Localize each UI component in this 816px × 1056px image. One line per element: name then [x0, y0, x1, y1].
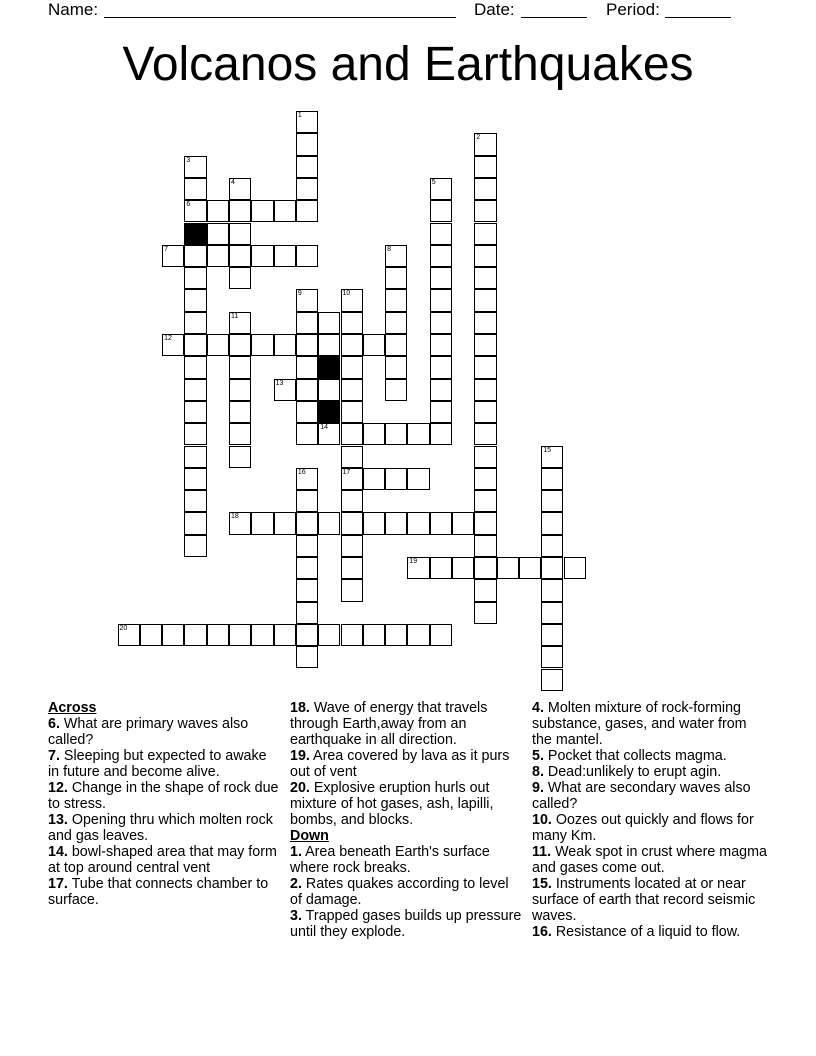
grid-cell[interactable]	[184, 446, 206, 468]
grid-cell[interactable]	[251, 512, 273, 534]
clue-number: 1	[297, 112, 302, 119]
grid-cell[interactable]	[341, 624, 363, 646]
grid-cell[interactable]	[184, 289, 206, 311]
grid-cell[interactable]	[229, 312, 251, 334]
across-heading: Across	[48, 700, 97, 716]
clue-item	[532, 700, 768, 748]
grid-cell[interactable]	[229, 423, 251, 445]
clue-item-text: What are primary waves also called?	[48, 716, 249, 748]
clue-item	[48, 716, 280, 748]
clue-item-number: 17.	[48, 876, 68, 892]
grid-cell[interactable]	[162, 334, 184, 356]
grid-cell[interactable]	[474, 289, 496, 311]
grid-cell[interactable]	[318, 624, 340, 646]
grid-cell[interactable]	[207, 200, 229, 222]
grid-cell[interactable]	[541, 646, 563, 668]
period-label: Period:	[606, 0, 660, 19]
clue-item-number: 14.	[48, 844, 68, 860]
grid-cell[interactable]	[430, 223, 452, 245]
grid-cell[interactable]	[385, 267, 407, 289]
clue-item	[532, 924, 768, 940]
grid-cell[interactable]	[541, 446, 563, 468]
clue-item-text: Resistance of a liquid to flow.	[551, 924, 741, 940]
grid-cell[interactable]	[474, 423, 496, 445]
grid-cell[interactable]	[430, 200, 452, 222]
grid-cell[interactable]	[452, 557, 474, 579]
clue-number: 9	[297, 290, 302, 298]
grid-cell[interactable]	[162, 624, 184, 646]
grid-cell[interactable]	[385, 379, 407, 401]
grid-cell[interactable]	[318, 379, 340, 401]
grid-cell[interactable]	[363, 468, 385, 490]
clue-item	[48, 812, 280, 844]
clue-item-text: Area covered by lava as it purs out of vent	[290, 748, 510, 780]
clue-column-2	[290, 700, 522, 940]
grid-cell[interactable]	[474, 490, 496, 512]
grid-cell[interactable]	[296, 156, 318, 178]
grid-cell[interactable]	[474, 223, 496, 245]
grid-cell[interactable]	[274, 624, 296, 646]
grid-cell[interactable]	[318, 423, 340, 445]
grid-cell[interactable]	[296, 624, 318, 646]
clue-item	[290, 908, 522, 940]
clue-item-text: Opening thru which molten rock and gas leaves.	[48, 812, 273, 844]
grid-cell[interactable]	[341, 490, 363, 512]
grid-cell[interactable]	[474, 602, 496, 624]
clue-number: 14	[320, 424, 328, 432]
grid-cell[interactable]	[407, 468, 429, 490]
clue-item-text: Rates quakes according to level of damage.	[290, 876, 509, 908]
grid-cell[interactable]	[541, 602, 563, 624]
grid-cell[interactable]	[274, 245, 296, 267]
name-label: Name:	[48, 0, 99, 19]
clue-number: 10	[342, 290, 351, 298]
clue-number: 18	[231, 513, 239, 521]
clue-item-number: 8.	[532, 764, 544, 780]
clue-item	[290, 876, 522, 908]
clue-item-text: Tube that connects chamber to surface.	[48, 876, 269, 908]
clue-item-number: 6.	[48, 716, 60, 732]
grid-cell[interactable]	[363, 512, 385, 534]
grid-cell[interactable]	[229, 401, 251, 423]
clue-item-number: 16.	[532, 924, 552, 940]
clue-column-1	[48, 700, 280, 908]
grid-cell[interactable]	[363, 624, 385, 646]
grid-cell[interactable]	[430, 379, 452, 401]
grid-cell[interactable]	[474, 133, 496, 155]
clue-number: 13	[275, 379, 284, 387]
clue-number: 7	[164, 245, 168, 253]
black-square	[318, 401, 340, 423]
page-title: Volcanos and Earthquakes	[122, 38, 694, 91]
clue-number: 17	[342, 468, 351, 476]
clue-item-text: What are secondary waves also called?	[532, 780, 751, 812]
grid-cell[interactable]	[385, 468, 407, 490]
grid-cell[interactable]	[341, 512, 363, 534]
grid-cell[interactable]	[564, 557, 586, 579]
grid-cell[interactable]	[430, 512, 452, 534]
clue-item	[532, 748, 768, 764]
grid-cell[interactable]	[474, 446, 496, 468]
grid-cell[interactable]	[430, 267, 452, 289]
clue-number: 3	[186, 156, 191, 164]
grid-cell[interactable]	[341, 535, 363, 557]
grid-cell[interactable]	[341, 289, 363, 311]
grid-cell[interactable]	[430, 624, 452, 646]
grid-cell[interactable]	[296, 334, 318, 356]
grid-cell[interactable]	[363, 423, 385, 445]
clue-number: 6	[186, 201, 191, 209]
date-label: Date:	[474, 0, 515, 19]
grid-cell[interactable]	[296, 356, 318, 378]
grid-cell[interactable]	[519, 557, 541, 579]
black-square	[184, 223, 206, 245]
grid-cell[interactable]	[296, 401, 318, 423]
grid-cell[interactable]	[207, 223, 229, 245]
clue-number: 2	[476, 134, 481, 142]
clue-item-number: 5.	[532, 748, 544, 764]
grid-cell[interactable]	[474, 245, 496, 267]
grid-cell[interactable]	[296, 289, 318, 311]
clue-item-text: Oozes out quickly and flows for many Km.	[532, 812, 754, 844]
grid-cell[interactable]	[474, 512, 496, 534]
grid-cell[interactable]	[296, 312, 318, 334]
grid-cell[interactable]	[341, 379, 363, 401]
grid-cell[interactable]	[318, 512, 340, 534]
grid-cell[interactable]	[251, 334, 273, 356]
grid-cell[interactable]	[474, 579, 496, 601]
grid-cell[interactable]	[184, 379, 206, 401]
grid-cell[interactable]	[296, 245, 318, 267]
grid-cell[interactable]	[207, 245, 229, 267]
grid-cell[interactable]	[430, 557, 452, 579]
grid-cell[interactable]	[162, 245, 184, 267]
grid-cell[interactable]	[474, 312, 496, 334]
clue-item	[48, 844, 280, 876]
clue-item-number: 2.	[290, 876, 302, 892]
grid-cell[interactable]	[407, 557, 429, 579]
grid-cell[interactable]	[229, 200, 251, 222]
grid-cell[interactable]	[363, 334, 385, 356]
grid-cell[interactable]	[385, 356, 407, 378]
grid-cell[interactable]	[407, 624, 429, 646]
grid-cell[interactable]	[407, 423, 429, 445]
grid-cell[interactable]	[296, 379, 318, 401]
grid-cell[interactable]	[229, 379, 251, 401]
grid-cell[interactable]	[251, 624, 273, 646]
clue-item-number: 7.	[48, 748, 60, 764]
clue-item-text: Sleeping but expected to awake in future and become alive.	[48, 748, 267, 780]
grid-cell[interactable]	[296, 512, 318, 534]
grid-cell[interactable]	[341, 557, 363, 579]
grid-cell[interactable]	[229, 446, 251, 468]
grid-cell[interactable]	[184, 423, 206, 445]
grid-cell[interactable]	[474, 156, 496, 178]
grid-cell[interactable]	[407, 512, 429, 534]
grid-cell[interactable]	[296, 111, 318, 133]
clue-item-number: 15.	[532, 876, 552, 892]
black-square	[318, 356, 340, 378]
grid-cell[interactable]	[184, 267, 206, 289]
clue-number: 11	[231, 312, 239, 320]
grid-cell[interactable]	[385, 334, 407, 356]
grid-cell[interactable]	[229, 624, 251, 646]
grid-cell[interactable]	[274, 512, 296, 534]
grid-cell[interactable]	[341, 312, 363, 334]
grid-cell[interactable]	[296, 535, 318, 557]
clue-item-text: Pocket that collects magma.	[543, 748, 727, 764]
grid-cell[interactable]	[541, 669, 563, 691]
clue-column-3	[532, 700, 768, 940]
grid-cell[interactable]	[229, 223, 251, 245]
clue-item-number: 10.	[532, 812, 552, 828]
grid-cell[interactable]	[430, 423, 452, 445]
clue-item-number: 4.	[532, 700, 544, 716]
clue-item-text: Weak spot in crust where magma and gases come out.	[532, 844, 767, 876]
grid-cell[interactable]	[541, 535, 563, 557]
clue-item	[290, 844, 522, 876]
grid-cell[interactable]	[341, 401, 363, 423]
clue-number: 15	[543, 446, 551, 454]
grid-cell[interactable]	[474, 379, 496, 401]
grid-cell[interactable]	[184, 245, 206, 267]
clue-item-number: 12.	[48, 780, 68, 796]
clue-item-text: Trapped gases builds up pressure until they explode.	[290, 908, 522, 940]
grid-cell[interactable]	[474, 535, 496, 557]
clue-item	[290, 700, 522, 748]
clue-item	[48, 876, 280, 908]
grid-cell[interactable]	[184, 200, 206, 222]
grid-cell[interactable]	[430, 356, 452, 378]
grid-cell[interactable]	[229, 245, 251, 267]
clue-item	[48, 780, 280, 812]
grid-cell[interactable]	[541, 490, 563, 512]
grid-cell[interactable]	[184, 178, 206, 200]
clue-item	[532, 780, 768, 812]
grid-cell[interactable]	[474, 267, 496, 289]
grid-cell[interactable]	[341, 446, 363, 468]
grid-cell[interactable]	[229, 512, 251, 534]
grid-cell[interactable]	[296, 200, 318, 222]
grid-cell[interactable]	[296, 490, 318, 512]
clue-item	[532, 844, 768, 876]
clue-number: 8	[387, 245, 391, 253]
grid-cell[interactable]	[474, 557, 496, 579]
clue-item-number: 3.	[290, 908, 302, 924]
clue-item-text: Area beneath Earth's surface where rock breaks.	[290, 844, 490, 876]
grid-cell[interactable]	[140, 624, 162, 646]
grid-cell[interactable]	[296, 557, 318, 579]
grid-cell[interactable]	[229, 334, 251, 356]
clue-item-number: 13.	[48, 812, 68, 828]
grid-cell[interactable]	[541, 557, 563, 579]
grid-cell[interactable]	[474, 200, 496, 222]
grid-cell[interactable]	[184, 535, 206, 557]
grid-cell[interactable]	[430, 245, 452, 267]
clue-item-number: 11.	[532, 844, 552, 860]
grid-cell[interactable]	[184, 468, 206, 490]
clue-item-number: 1.	[290, 844, 302, 860]
grid-cell[interactable]	[296, 468, 318, 490]
clue-item-number: 9.	[532, 780, 544, 796]
grid-cell[interactable]	[296, 646, 318, 668]
clue-item	[48, 748, 280, 780]
clue-number: 12	[164, 335, 172, 342]
grid-cell[interactable]	[118, 624, 140, 646]
grid-cell[interactable]	[184, 401, 206, 423]
grid-cell[interactable]	[430, 334, 452, 356]
grid-cell[interactable]	[296, 602, 318, 624]
clue-item	[290, 780, 522, 828]
grid-cell[interactable]	[474, 468, 496, 490]
grid-cell[interactable]	[229, 178, 251, 200]
grid-cell[interactable]	[229, 267, 251, 289]
grid-cell[interactable]	[385, 624, 407, 646]
clue-item-number: 18.	[290, 700, 310, 716]
grid-cell[interactable]	[184, 624, 206, 646]
grid-cell[interactable]	[341, 468, 363, 490]
grid-cell[interactable]	[385, 289, 407, 311]
grid-cell[interactable]	[341, 423, 363, 445]
grid-cell[interactable]	[296, 423, 318, 445]
grid-cell[interactable]	[541, 468, 563, 490]
grid-cell[interactable]	[184, 490, 206, 512]
grid-cell[interactable]	[274, 334, 296, 356]
grid-cell[interactable]	[341, 579, 363, 601]
clue-item-text: Instruments located at or near surface of earth that record seismic waves.	[532, 876, 756, 924]
clue-item-text: Dead:unlikely to erupt agin.	[543, 764, 722, 780]
grid-cell[interactable]	[274, 200, 296, 222]
grid-cell[interactable]	[296, 133, 318, 155]
grid-cell[interactable]	[251, 200, 273, 222]
grid-cell[interactable]	[184, 512, 206, 534]
clue-item	[532, 812, 768, 844]
clue-number: 20	[119, 624, 128, 632]
grid-cell[interactable]	[385, 245, 407, 267]
grid-cell[interactable]	[251, 245, 273, 267]
clue-number: 5	[431, 178, 436, 186]
grid-cell[interactable]	[474, 401, 496, 423]
clue-item-text: Molten mixture of rock-forming substance, gases, and water from the mantel.	[532, 700, 747, 748]
clue-number: 19	[409, 558, 418, 565]
clue-item	[532, 764, 768, 780]
grid-cell[interactable]	[452, 512, 474, 534]
clue-item-text: bowl-shaped area that may form at top around central vent	[48, 844, 277, 876]
grid-cell[interactable]	[207, 624, 229, 646]
grid-cell[interactable]	[385, 312, 407, 334]
grid-cell[interactable]	[184, 312, 206, 334]
grid-cell[interactable]	[274, 379, 296, 401]
clue-item-text: Explosive eruption hurls out mixture of hot gases, ash, lapilli, bombs, and blocks.	[290, 780, 494, 828]
grid-cell[interactable]	[430, 312, 452, 334]
grid-cell[interactable]	[184, 156, 206, 178]
grid-cell[interactable]	[184, 356, 206, 378]
grid-cell[interactable]	[497, 557, 519, 579]
clue-number: 16	[297, 468, 306, 476]
grid-cell[interactable]	[541, 624, 563, 646]
grid-cell[interactable]	[430, 401, 452, 423]
grid-cell[interactable]	[229, 356, 251, 378]
clue-item-number: 20.	[290, 780, 310, 796]
grid-cell[interactable]	[474, 178, 496, 200]
clue-item-text: Wave of energy that travels through Earth,away from an earthquake in all direction.	[290, 700, 488, 748]
grid-cell[interactable]	[430, 289, 452, 311]
clue-item-text: Change in the shape of rock due to stress.	[48, 780, 279, 812]
clue-item-number: 19.	[290, 748, 310, 764]
grid-cell[interactable]	[296, 579, 318, 601]
grid-cell[interactable]	[207, 334, 229, 356]
grid-cell[interactable]	[296, 178, 318, 200]
grid-cell[interactable]	[430, 178, 452, 200]
down-heading: Down	[290, 828, 329, 844]
grid-cell[interactable]	[184, 334, 206, 356]
grid-cell[interactable]	[318, 312, 340, 334]
grid-cell[interactable]	[385, 512, 407, 534]
grid-cell[interactable]	[385, 423, 407, 445]
clue-item	[532, 876, 768, 924]
grid-cell[interactable]	[474, 356, 496, 378]
clue-item	[290, 748, 522, 780]
grid-cell[interactable]	[541, 579, 563, 601]
clue-number: 4	[231, 178, 235, 186]
grid-cell[interactable]	[474, 334, 496, 356]
grid-cell[interactable]	[541, 512, 563, 534]
grid-cell[interactable]	[341, 356, 363, 378]
grid-cell[interactable]	[341, 334, 363, 356]
grid-cell[interactable]	[318, 334, 340, 356]
